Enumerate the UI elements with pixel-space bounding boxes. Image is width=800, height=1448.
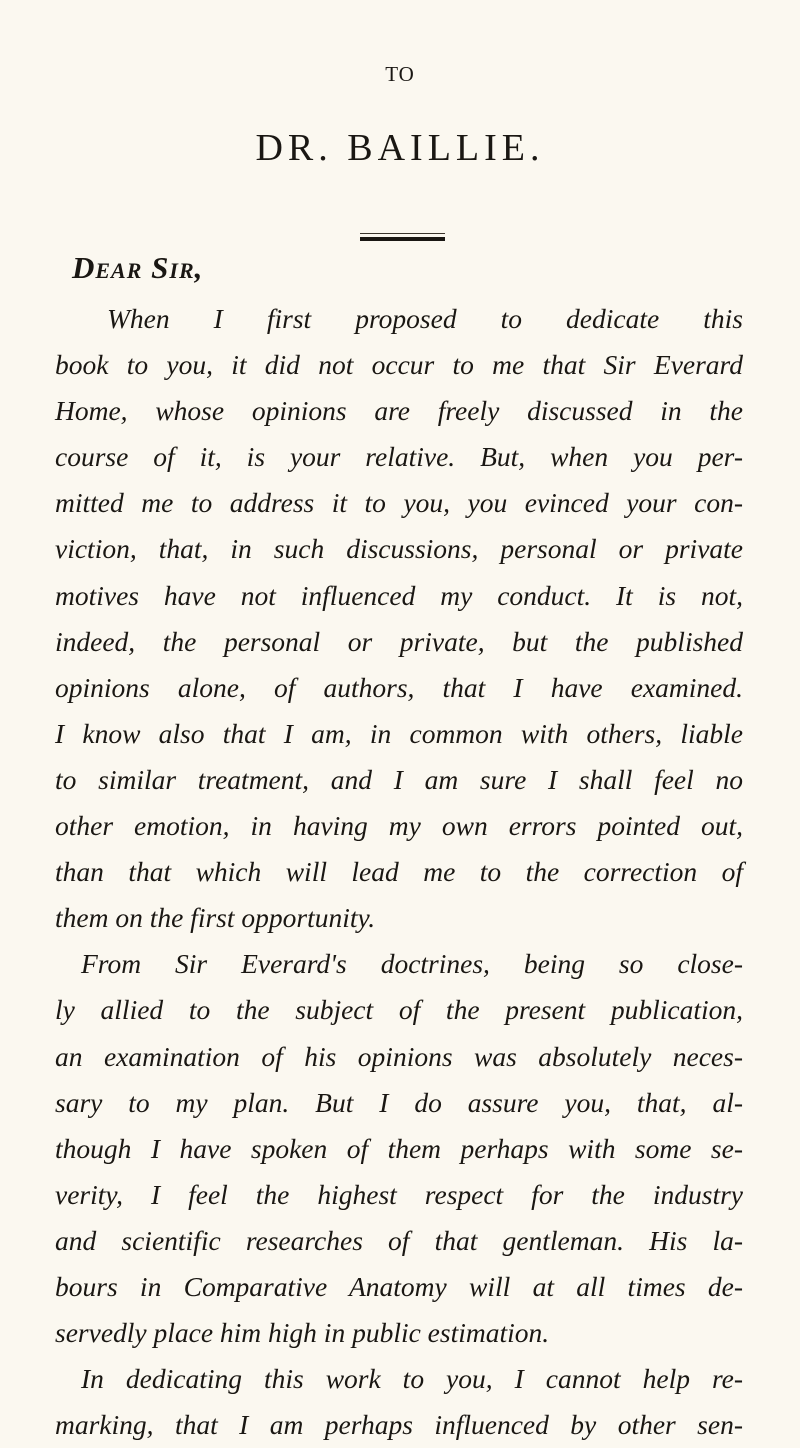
text-line: them on the first opportunity. (55, 902, 376, 934)
text-line: When I first proposed to dedicate this (107, 303, 743, 334)
text-line: opinions alone, of authors, that I have examined. (55, 671, 743, 703)
text-line: mitted me to address it to you, you evinced your con- (55, 487, 743, 519)
salutation: Dear Sir, (72, 250, 204, 285)
text-line: and scientific researches of that gentleman. His la- (55, 1224, 743, 1256)
heading-dedicatee: DR. BAILLIE. (255, 127, 545, 169)
text-line: book to you, it did not occur to me that Sir Everard (55, 349, 743, 381)
text-line: indeed, the personal or private, but the published (55, 625, 743, 657)
text-line: bours in Comparative Anatomy will at all times de- (55, 1270, 743, 1302)
text-line: Home, whose opinions are freely discussed in the (55, 395, 743, 427)
text-line: to similar treatment, and I am sure I shall feel no (55, 763, 743, 795)
text-line: verity, I feel the highest respect for the industry (55, 1178, 743, 1210)
text-line: than that which will lead me to the correction of (55, 856, 743, 888)
text-line: though I have spoken of them perhaps with some se- (55, 1132, 743, 1164)
text-line: viction, that, in such discussions, personal or private (55, 533, 743, 565)
divider-rule-thin (360, 233, 445, 234)
dedication-body (55, 296, 743, 1448)
divider-rule (360, 237, 445, 241)
text-line: ly allied to the subject of the present publication, (55, 994, 743, 1026)
text-line: marking, that I am perhaps influenced by other sen- (55, 1409, 743, 1441)
text-line: an examination of his opinions was absolutely neces- (55, 1040, 743, 1072)
text-line: course of it, is your relative. But, when you per- (55, 441, 743, 473)
text-line: servedly place him high in public estimation. (55, 1317, 550, 1349)
text-line: other emotion, in having my own errors pointed out, (55, 810, 743, 842)
text-line: motives have not influenced my conduct. It is not, (55, 579, 743, 611)
text-line: sary to my plan. But I do assure you, that, al- (55, 1086, 743, 1118)
text-line: From Sir Everard's doctrines, being so close- (81, 948, 743, 980)
heading-to: TO (385, 62, 415, 86)
text-line: In dedicating this work to you, I cannot help re- (81, 1363, 743, 1395)
text-line: I know also that I am, in common with others, liable (55, 717, 743, 749)
